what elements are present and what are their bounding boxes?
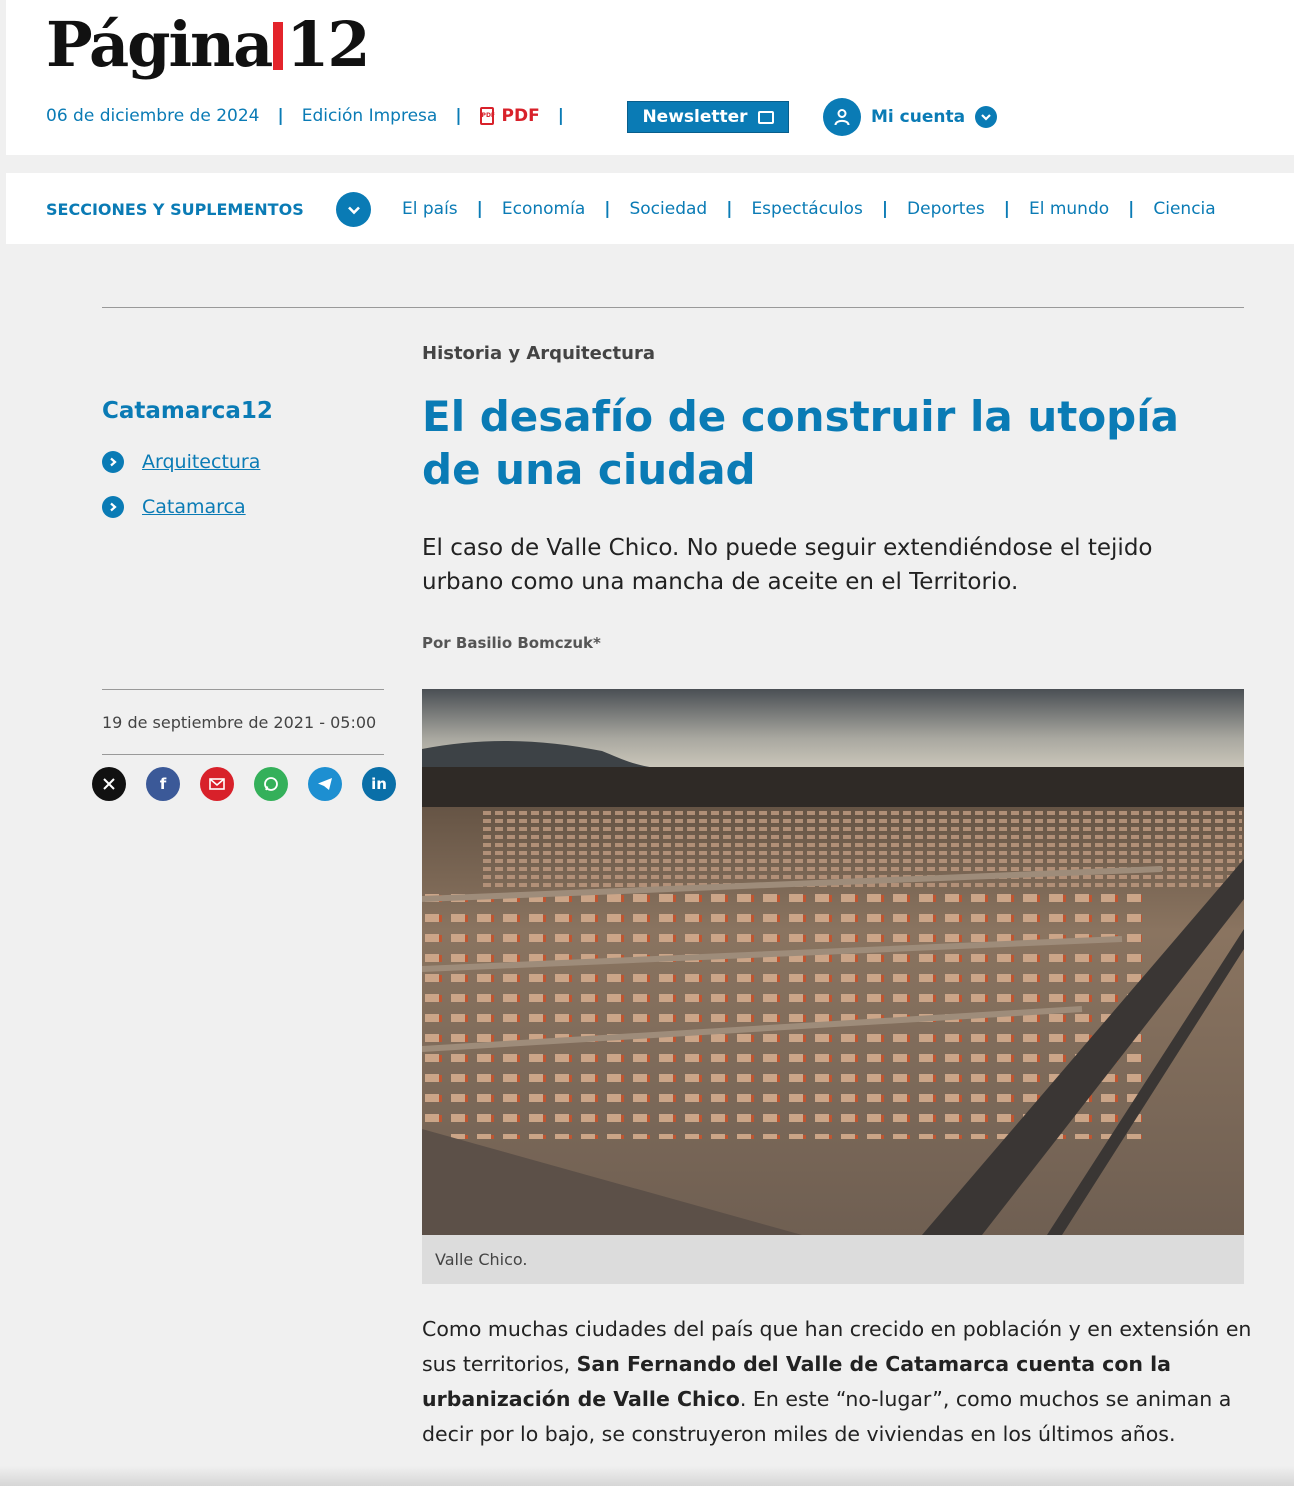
nav-item-espectaculos[interactable]: Espectáculos	[751, 199, 863, 219]
sections-toggle-button[interactable]	[336, 192, 371, 227]
separator: |	[881, 199, 889, 219]
site-header	[6, 0, 1294, 155]
article-body-paragraph	[422, 1312, 1252, 1452]
article-byline: Por Basilio Bomczuk*	[422, 634, 601, 652]
x-icon[interactable]	[92, 767, 126, 801]
tag-link-catamarca[interactable]	[102, 496, 246, 518]
separator: |	[1128, 199, 1135, 219]
linkedin-icon[interactable]: in	[362, 767, 396, 801]
sections-title[interactable]: SECCIONES Y SUPLEMENTOS	[46, 200, 304, 219]
header-subline	[46, 106, 582, 126]
article-photo[interactable]	[422, 689, 1244, 1235]
account-menu[interactable]	[823, 98, 997, 136]
body-text-part2: . En este “no-lugar”, como muchos se animan a decir por lo bajo, se construyeron miles de viviendas en los últimos años.	[422, 1387, 1232, 1446]
separator: |	[1003, 199, 1010, 219]
publish-date: 19 de septiembre de 2021 - 05:00	[102, 713, 377, 732]
aerial-photo	[422, 689, 1244, 1235]
pdf-icon: PDF	[480, 107, 494, 125]
nav-item-economia[interactable]: Economía	[501, 199, 586, 219]
tag-label: Catamarca	[142, 496, 246, 518]
telegram-icon[interactable]	[308, 767, 342, 801]
article-headline: El desafío de construir la utopía de una ciudad	[422, 392, 1179, 494]
nav-item-deportes[interactable]: Deportes	[907, 199, 985, 219]
tag-link-arquitectura[interactable]	[102, 451, 260, 473]
logo-text: Página	[46, 8, 272, 81]
nav-item-sociedad[interactable]: Sociedad	[629, 199, 708, 219]
logo-number: 12	[286, 8, 369, 81]
logo-red-bar	[273, 22, 283, 70]
nav-item-el-mundo[interactable]: El mundo	[1028, 199, 1110, 219]
envelope-icon	[758, 111, 774, 124]
facebook-icon[interactable]: f	[146, 767, 180, 801]
chevron-right-icon	[102, 451, 124, 473]
newsletter-button[interactable]	[627, 101, 789, 133]
content-divider	[102, 307, 1244, 308]
pdf-link[interactable]	[480, 106, 540, 126]
separator: |	[726, 199, 733, 219]
chevron-right-icon	[102, 496, 124, 518]
separator: |	[476, 199, 483, 219]
photo-caption: Valle Chico.	[422, 1235, 1244, 1284]
separator: |	[604, 199, 611, 219]
newsletter-label: Newsletter	[642, 107, 748, 127]
separator: |	[557, 106, 564, 126]
user-icon	[823, 98, 861, 136]
current-date: 06 de diciembre de 2024	[46, 106, 260, 126]
section-title[interactable]: Catamarca12	[102, 398, 273, 424]
share-buttons	[92, 767, 416, 801]
sidebar-divider	[102, 754, 384, 755]
tag-label: Arquitectura	[142, 451, 261, 473]
page-bottom-shadow	[0, 1466, 1294, 1486]
nav-items	[402, 199, 1216, 219]
chevron-down-icon	[346, 202, 362, 218]
email-icon[interactable]	[200, 767, 234, 801]
account-label: Mi cuenta	[871, 107, 966, 127]
article-subtitle: El caso de Valle Chico. No puede seguir extendiéndose el tejido urbano como una mancha de aceite en el Territorio.	[422, 535, 1153, 595]
whatsapp-icon[interactable]	[254, 767, 288, 801]
nav-item-ciencia[interactable]: Ciencia	[1153, 199, 1216, 219]
body-text-bold: San Fernando del Valle de Catamarca cuenta con la urbanización de Valle Chico	[422, 1352, 1172, 1411]
site-logo[interactable]	[46, 8, 369, 81]
separator: |	[277, 106, 284, 126]
body-text-part1: Como muchas ciudades del país que han crecido en población y en extensión en sus territorios,	[422, 1317, 1252, 1376]
sections-nav	[6, 173, 1294, 244]
chevron-down-icon	[975, 106, 997, 128]
pdf-label: PDF	[501, 106, 540, 126]
edicion-impresa-link[interactable]: Edición Impresa	[301, 106, 438, 126]
sidebar-divider	[102, 689, 384, 690]
separator: |	[455, 106, 462, 126]
nav-item-el-pais[interactable]: El país	[402, 199, 458, 219]
article-kicker[interactable]: Historia y Arquitectura	[422, 343, 655, 364]
